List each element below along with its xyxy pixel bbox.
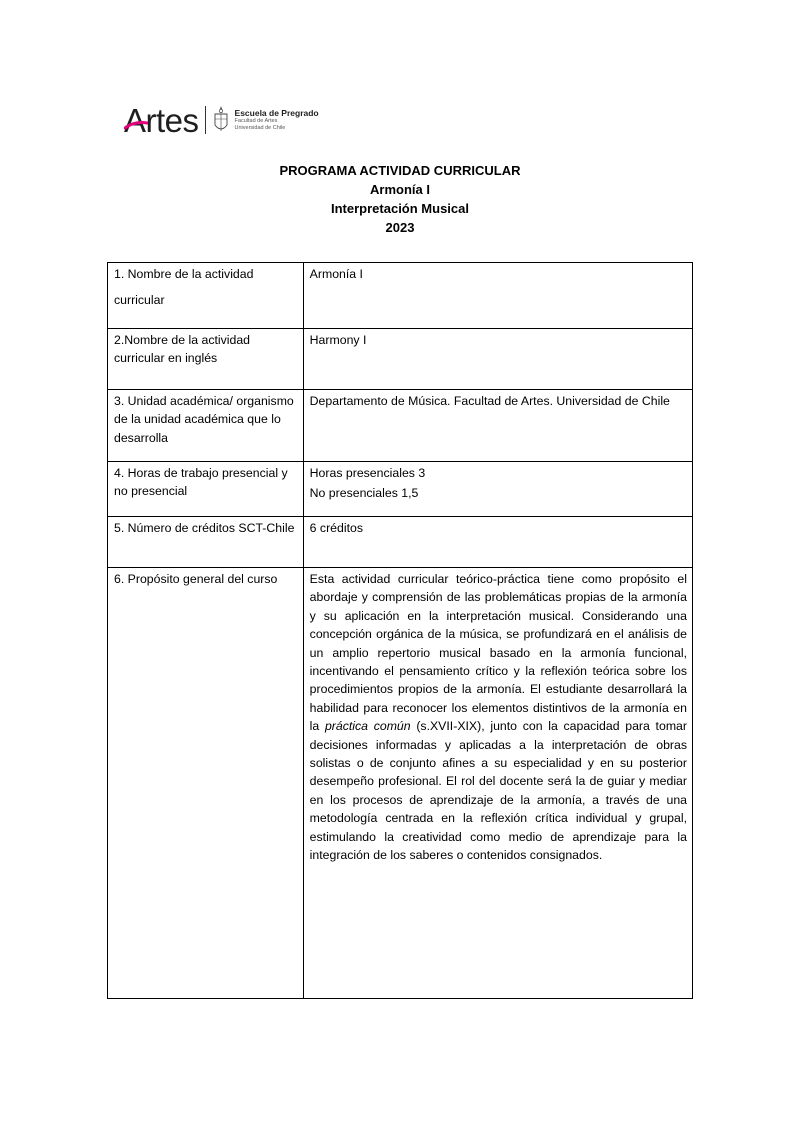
label-course-name-a: 1. Nombre de la actividad xyxy=(114,267,254,281)
title-course: Armonía I xyxy=(370,182,430,197)
value-purpose xyxy=(303,568,692,999)
label-credits: 5. Número de créditos SCT-Chile xyxy=(108,517,304,568)
label-course-name-b: curricular xyxy=(114,293,165,308)
purpose-emphasis: práctica común xyxy=(324,719,411,734)
table-row-course-name xyxy=(108,263,693,329)
logo-word-text: Artes xyxy=(124,101,199,139)
logo-university: Universidad de Chile xyxy=(234,124,286,131)
table-row-purpose xyxy=(108,568,693,999)
label-cell xyxy=(108,263,304,329)
title-year: 2023 xyxy=(385,220,415,235)
label-english-name: 2.Nombre de la actividad curricular en inglés xyxy=(108,329,304,390)
logo-wordmark xyxy=(124,101,199,139)
logo-school-name: Escuela de Pregrado xyxy=(234,107,319,118)
value-hours-no-presencial: No presenciales 1,5 xyxy=(309,486,419,501)
purpose-text-b: (s.XVII-XIX), junto con la capacidad para tomar decisiones informadas y aplicadas a la interpretación de obras solistas o de conjunto afines a su especialidad y en su posterior desempeño profesional. El rol del docente será la de guiar y mediar en los procesos de aprendizaje de la armonía, a través de una metodología centrada en la reflexión crítica individual y grupal, estimulando la creatividad como medio de aprendizaje para la integración de los saberes o contenidos consignados. xyxy=(309,719,687,863)
label-hours: 4. Horas de trabajo presencial y no presencial xyxy=(108,462,304,517)
logo-separator xyxy=(205,106,206,134)
table-row-english-name xyxy=(108,329,693,390)
table-row-hours xyxy=(108,462,693,517)
table-row-credits xyxy=(108,517,693,568)
value-english-name: Harmony I xyxy=(303,329,692,390)
value-hours-presencial: Horas presenciales 3 xyxy=(309,466,426,480)
label-academic-unit: 3. Unidad académica/ organismo de la unidad académica que lo desarrolla xyxy=(108,390,304,462)
value-credits: 6 créditos xyxy=(303,517,692,568)
logo-faculty: Facultad de Artes xyxy=(234,118,278,125)
document-title xyxy=(0,161,800,237)
value-course-name: Armonía I xyxy=(303,263,692,329)
title-program: PROGRAMA ACTIVIDAD CURRICULAR xyxy=(279,163,521,178)
label-purpose: 6. Propósito general del curso xyxy=(108,568,304,999)
value-academic-unit: Departamento de Música. Facultad de Artes. Universidad de Chile xyxy=(303,390,692,462)
value-hours-cell xyxy=(303,462,692,517)
table-row-academic-unit xyxy=(108,390,693,462)
artes-logo xyxy=(124,98,319,142)
title-career: Interpretación Musical xyxy=(331,201,469,216)
purpose-text-a: Esta actividad curricular teórico-práctica tiene como propósito el abordaje y comprensión de las problemáticas propias de la armonía y su aplicación en la interpretación musical. Considerando una concepción orgánica de la música, se profundizará en el análisis de un amplio repertorio musical basado en la armonía funcional, incentivando el pensamiento crítico y la reflexión teórica sobre los procedimientos propios de la armonía. El estudiante desarrollará la habilidad para reconocer los elementos distintivos de la armonía en la xyxy=(309,572,687,734)
logo-swoosh-icon xyxy=(124,120,148,130)
curriculum-table xyxy=(107,262,693,999)
university-crest-icon xyxy=(213,105,229,135)
